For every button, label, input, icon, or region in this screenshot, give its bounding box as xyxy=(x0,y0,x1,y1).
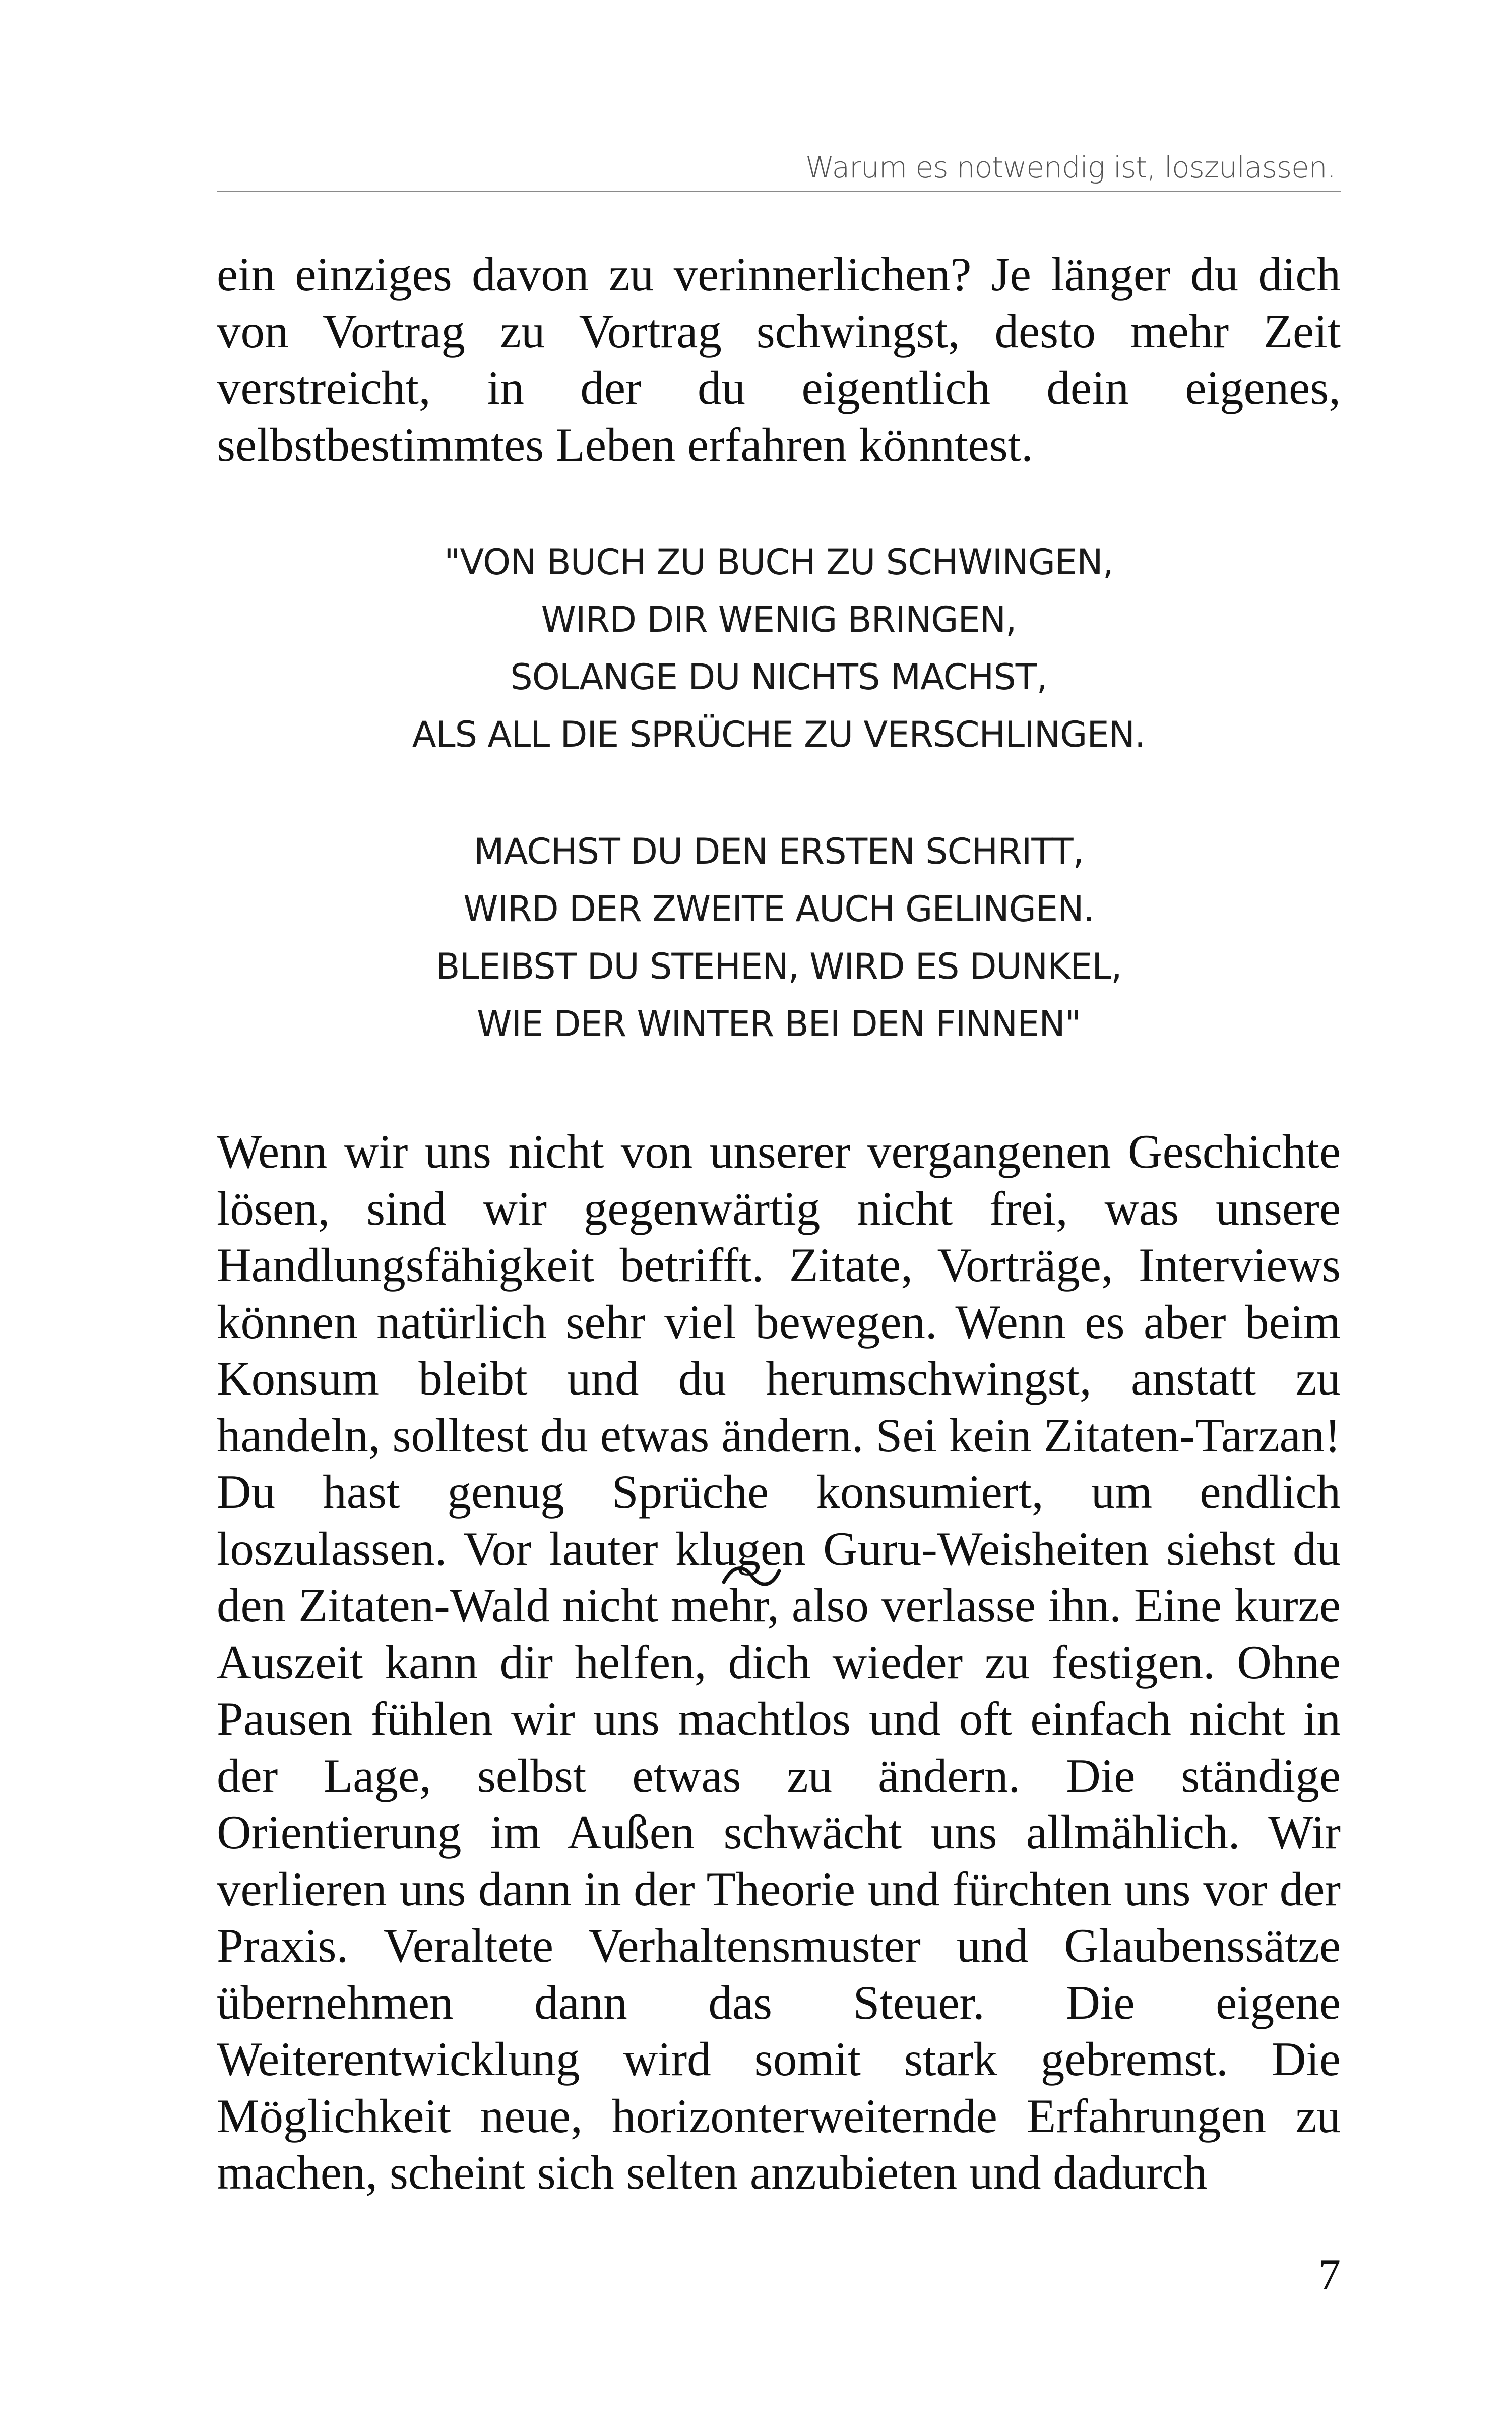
tilde-mark-icon xyxy=(722,1562,781,1592)
poem-line: ALS ALL DIE SPRÜCHE ZU VERSCHLINGEN. xyxy=(412,714,1146,755)
poem-line: SOLANGE DU NICHTS MACHST, xyxy=(510,656,1047,698)
poem-line: WIRD DER ZWEITE AUCH GELINGEN. xyxy=(463,888,1094,930)
running-header-title: Warum es notwendig ist, loszulassen. xyxy=(805,150,1336,185)
poem-line: MACHST DU DEN ERSTEN SCHRITT, xyxy=(474,831,1084,872)
poem-line: WIRD DIR WENIG BRINGEN, xyxy=(541,599,1017,640)
poem-stanza-2 xyxy=(217,823,1341,1053)
poem-line: BLEIBST DU STEHEN, WIRD ES DUNKEL, xyxy=(435,946,1122,987)
poem-stanza-1 xyxy=(217,533,1341,763)
paragraph-main: Wenn wir uns nicht von unserer vergangenen Geschichte lösen, sind wir gegenwärtig nicht frei, was unsere Handlungsfähigkeit betrifft. Zitate, Vorträge, Interviews können natürlich sehr viel bewegen. Wenn es aber beim Konsum bleibt und du herumschwingst, anstatt zu handeln, solltest du etwas ändern. Sei kein Zitaten-Tarzan! Du hast genug Sprüche konsumiert, um endlich loszulassen. Vor lauter klugen Guru-Weisheiten siehst du den Zitaten-Wald nicht mehr, also verlasse ihn. Eine kurze Auszeit kann dir helfen, dich wieder zu festigen. Ohne Pausen fühlen wir uns machtlos und oft einfach nicht in der Lage, selbst etwas zu ändern. Die ständige Orientierung im Außen schwächt uns allmählich. Wir verlieren uns dann in der Theorie und fürchten uns vor der Praxis. Veraltete Verhaltensmuster und Glaubenssätze übernehmen dann das Steuer. Die eigene Weiterentwicklung wird somit stark gebremst. Die Möglichkeit neue, horizonterweiternde Erfahrungen zu machen, scheint sich selten anzubieten und dadurch xyxy=(217,1125,1341,2199)
page-number: 7 xyxy=(1318,2251,1341,2300)
header-divider xyxy=(217,191,1341,192)
poem-line: WIE DER WINTER BEI DEN FINNEN" xyxy=(477,1003,1081,1045)
poem-line: "VON BUCH ZU BUCH ZU SCHWINGEN, xyxy=(444,541,1113,583)
paragraph-top: ein einziges davon zu verinnerlichen? Je länger du dich von Vortrag zu Vortrag schwingst, desto mehr Zeit verstreicht, in der du eigentlich dein eigenes, selbstbestimmtes Leben erfahren könntest. xyxy=(217,248,1341,471)
